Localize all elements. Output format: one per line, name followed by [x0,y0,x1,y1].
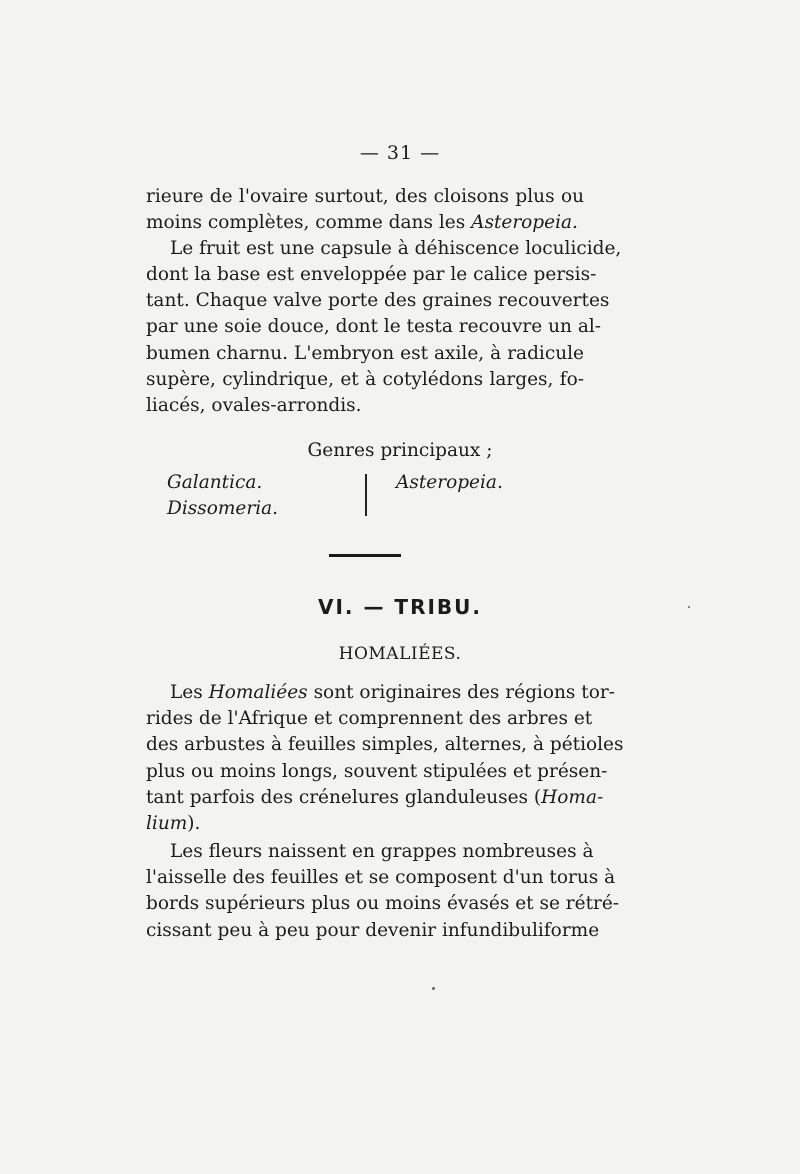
text-line: Les fleurs naissent en grappes nombreuses à [170,841,594,862]
text-line: dont la base est enveloppée par le calice persis- [146,264,597,285]
text-line: tant. Chaque valve porte des graines recouvertes [146,290,610,311]
genres-heading: Genres principaux ; [307,440,493,461]
column-divider [365,474,367,516]
text-line: lium). [146,813,201,834]
tribe-heading: VI. — TRIBU. [317,595,482,619]
text-line: liacés, ovales-arrondis. [146,395,362,416]
section-separator [329,554,401,557]
genus-name: Asteropeia. [471,212,578,233]
text-line: tant parfois des crénelures glanduleuses (Homa- [146,787,604,808]
text-line: Le fruit est une capsule à déhiscence loculicide, [170,238,622,259]
text-line: rides de l'Afrique et comprennent des arbres et [146,708,593,729]
text-line: cissant peu à peu pour devenir infundibuliforme [146,920,600,941]
text-line: plus ou moins longs, souvent stipulées et présen- [146,761,608,782]
text-line: des arbustes à feuilles simples, alternes, à pétioles [146,734,624,755]
text-line: bumen charnu. L'embryon est axile, à radicule [146,343,584,364]
text-line: moins complètes, comme dans les Asteropeia. [146,212,578,233]
page-number: — 31 — [359,142,441,164]
genus-asteropeia: Asteropeia. [396,472,503,493]
tribe-name: HOMALIÉES. [338,644,462,664]
text-line: supère, cylindrique, et à cotylédons larges, fo- [146,369,584,390]
paper-speck [688,606,690,608]
genus-galantica: Galantica. [167,472,263,493]
paper-speck [432,987,435,990]
text-line: rieure de l'ovaire surtout, des cloisons plus ou [146,186,584,207]
text-line: l'aisselle des feuilles et se composent d'un torus à [146,867,616,888]
text-line: par une soie douce, dont le testa recouvre un al- [146,316,602,337]
genus-dissomeria: Dissomeria. [167,498,279,519]
text-line: Les Homaliées sont originaires des régions tor- [170,682,615,703]
text-line: bords supérieurs plus ou moins évasés et se rétré- [146,893,620,914]
